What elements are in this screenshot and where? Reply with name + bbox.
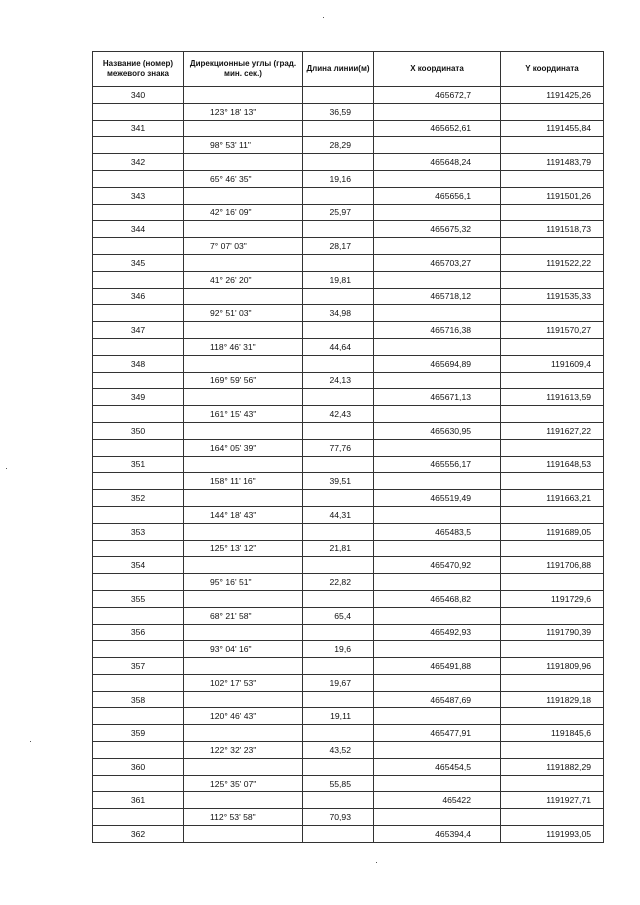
- cell-direction-angle: 112° 53' 58": [184, 809, 303, 826]
- table-row: [93, 506, 604, 523]
- cell-point-name: [93, 674, 184, 691]
- cell-point-name: 362: [93, 826, 184, 843]
- cell-direction-angle: 95° 16' 51": [184, 574, 303, 591]
- cell-y-coordinate: 1191790,39: [501, 624, 604, 641]
- cell-y-coordinate: [501, 574, 604, 591]
- cell-line-length: [303, 725, 374, 742]
- table-row: [93, 406, 604, 423]
- cell-y-coordinate: 1191809,96: [501, 658, 604, 675]
- cell-direction-angle: [184, 288, 303, 305]
- cell-point-name: 354: [93, 557, 184, 574]
- table-row: [93, 490, 604, 507]
- scan-speck: [323, 17, 324, 18]
- cell-point-name: 351: [93, 456, 184, 473]
- cell-x-coordinate: 465716,38: [374, 322, 501, 339]
- cell-direction-angle: [184, 456, 303, 473]
- cell-direction-angle: [184, 187, 303, 204]
- cell-line-length: 21,81: [303, 540, 374, 557]
- cell-y-coordinate: 1191613,59: [501, 389, 604, 406]
- cell-point-name: 358: [93, 691, 184, 708]
- cell-y-coordinate: 1191829,18: [501, 691, 604, 708]
- cell-point-name: 357: [93, 658, 184, 675]
- table-row: [93, 674, 604, 691]
- cell-x-coordinate: [374, 372, 501, 389]
- cell-line-length: 19,16: [303, 170, 374, 187]
- cell-point-name: 349: [93, 389, 184, 406]
- table-row: [93, 574, 604, 591]
- cell-direction-angle: 102° 17' 53": [184, 674, 303, 691]
- cell-direction-angle: [184, 422, 303, 439]
- cell-y-coordinate: [501, 305, 604, 322]
- cell-direction-angle: [184, 758, 303, 775]
- cell-x-coordinate: [374, 574, 501, 591]
- cell-y-coordinate: 1191522,22: [501, 254, 604, 271]
- cell-direction-angle: [184, 658, 303, 675]
- cell-point-name: [93, 305, 184, 322]
- cell-direction-angle: [184, 221, 303, 238]
- cell-y-coordinate: 1191706,88: [501, 557, 604, 574]
- table-row: [93, 641, 604, 658]
- cell-direction-angle: [184, 322, 303, 339]
- cell-direction-angle: 118° 46' 31": [184, 338, 303, 355]
- table-row: [93, 691, 604, 708]
- cell-x-coordinate: [374, 742, 501, 759]
- cell-x-coordinate: [374, 204, 501, 221]
- cell-line-length: [303, 221, 374, 238]
- table-row: [93, 254, 604, 271]
- cell-x-coordinate: [374, 641, 501, 658]
- cell-line-length: 77,76: [303, 439, 374, 456]
- cell-point-name: 350: [93, 422, 184, 439]
- cell-x-coordinate: [374, 540, 501, 557]
- cell-y-coordinate: 1191689,05: [501, 523, 604, 540]
- cell-direction-angle: [184, 120, 303, 137]
- cell-y-coordinate: 1191927,71: [501, 792, 604, 809]
- cell-direction-angle: [184, 87, 303, 104]
- table-row: [93, 775, 604, 792]
- cell-direction-angle: [184, 557, 303, 574]
- cell-x-coordinate: [374, 809, 501, 826]
- cell-y-coordinate: [501, 809, 604, 826]
- cell-x-coordinate: [374, 238, 501, 255]
- cell-point-name: 347: [93, 322, 184, 339]
- cell-y-coordinate: [501, 406, 604, 423]
- cell-point-name: [93, 170, 184, 187]
- cell-line-length: 44,64: [303, 338, 374, 355]
- cell-x-coordinate: [374, 439, 501, 456]
- table-row: [93, 87, 604, 104]
- cell-point-name: [93, 708, 184, 725]
- cell-direction-angle: 125° 13' 12": [184, 540, 303, 557]
- cell-x-coordinate: 465671,13: [374, 389, 501, 406]
- cell-point-name: 352: [93, 490, 184, 507]
- cell-x-coordinate: 465492,93: [374, 624, 501, 641]
- cell-line-length: [303, 590, 374, 607]
- cell-point-name: [93, 775, 184, 792]
- cell-direction-angle: [184, 254, 303, 271]
- cell-point-name: [93, 574, 184, 591]
- cell-direction-angle: 41° 26' 20": [184, 271, 303, 288]
- cell-y-coordinate: 1191648,53: [501, 456, 604, 473]
- table-row: [93, 338, 604, 355]
- table-row: [93, 473, 604, 490]
- cell-point-name: 344: [93, 221, 184, 238]
- cell-x-coordinate: [374, 708, 501, 725]
- cell-y-coordinate: [501, 338, 604, 355]
- cell-y-coordinate: 1191663,21: [501, 490, 604, 507]
- table-row: [93, 523, 604, 540]
- cell-x-coordinate: 465675,32: [374, 221, 501, 238]
- cell-x-coordinate: [374, 506, 501, 523]
- cell-y-coordinate: 1191570,27: [501, 322, 604, 339]
- cell-line-length: [303, 792, 374, 809]
- cell-x-coordinate: 465694,89: [374, 355, 501, 372]
- cell-direction-angle: 98° 53' 11": [184, 137, 303, 154]
- cell-direction-angle: [184, 355, 303, 372]
- cell-point-name: 345: [93, 254, 184, 271]
- cell-point-name: [93, 372, 184, 389]
- cell-x-coordinate: [374, 775, 501, 792]
- table-row: [93, 439, 604, 456]
- table-row: [93, 557, 604, 574]
- cell-point-name: 343: [93, 187, 184, 204]
- cell-point-name: 341: [93, 120, 184, 137]
- cell-direction-angle: [184, 826, 303, 843]
- cell-y-coordinate: [501, 137, 604, 154]
- cell-line-length: [303, 288, 374, 305]
- cell-line-length: [303, 490, 374, 507]
- table-row: [93, 422, 604, 439]
- cell-x-coordinate: [374, 473, 501, 490]
- cell-line-length: [303, 624, 374, 641]
- cell-point-name: [93, 338, 184, 355]
- cell-line-length: [303, 87, 374, 104]
- cell-line-length: [303, 389, 374, 406]
- table-row: [93, 708, 604, 725]
- cell-point-name: [93, 540, 184, 557]
- cell-point-name: [93, 238, 184, 255]
- boundary-coordinates-table: [92, 51, 604, 843]
- cell-point-name: [93, 137, 184, 154]
- cell-x-coordinate: 465672,7: [374, 87, 501, 104]
- cell-line-length: 43,52: [303, 742, 374, 759]
- cell-point-name: 355: [93, 590, 184, 607]
- cell-y-coordinate: 1191845,6: [501, 725, 604, 742]
- cell-line-length: [303, 187, 374, 204]
- cell-y-coordinate: 1191609,4: [501, 355, 604, 372]
- table-row: [93, 742, 604, 759]
- cell-direction-angle: 68° 21' 58": [184, 607, 303, 624]
- cell-direction-angle: 169° 59' 56": [184, 372, 303, 389]
- table-row: [93, 456, 604, 473]
- cell-line-length: [303, 523, 374, 540]
- cell-x-coordinate: 465422: [374, 792, 501, 809]
- cell-x-coordinate: [374, 305, 501, 322]
- cell-direction-angle: 7° 07' 03": [184, 238, 303, 255]
- cell-y-coordinate: [501, 742, 604, 759]
- cell-line-length: 22,82: [303, 574, 374, 591]
- cell-line-length: 55,85: [303, 775, 374, 792]
- cell-x-coordinate: [374, 170, 501, 187]
- cell-x-coordinate: 465470,92: [374, 557, 501, 574]
- cell-x-coordinate: 465630,95: [374, 422, 501, 439]
- cell-x-coordinate: 465656,1: [374, 187, 501, 204]
- cell-y-coordinate: 1191729,6: [501, 590, 604, 607]
- cell-point-name: 361: [93, 792, 184, 809]
- cell-x-coordinate: [374, 103, 501, 120]
- cell-point-name: [93, 742, 184, 759]
- cell-direction-angle: [184, 590, 303, 607]
- cell-direction-angle: 42° 16' 09": [184, 204, 303, 221]
- cell-x-coordinate: 465394,4: [374, 826, 501, 843]
- table-header-row: [93, 52, 604, 87]
- column-header-x: X координата: [374, 52, 501, 87]
- table-row: [93, 809, 604, 826]
- cell-y-coordinate: [501, 204, 604, 221]
- cell-y-coordinate: [501, 271, 604, 288]
- cell-point-name: [93, 271, 184, 288]
- table-row: [93, 170, 604, 187]
- cell-y-coordinate: 1191627,22: [501, 422, 604, 439]
- cell-x-coordinate: 465652,61: [374, 120, 501, 137]
- cell-point-name: 340: [93, 87, 184, 104]
- cell-direction-angle: 164° 05' 39": [184, 439, 303, 456]
- table-row: [93, 658, 604, 675]
- column-header-name: Название (номер) межевого знака: [93, 52, 184, 87]
- column-header-length: Длина линии(м): [303, 52, 374, 87]
- cell-line-length: [303, 557, 374, 574]
- cell-point-name: [93, 506, 184, 523]
- cell-y-coordinate: [501, 708, 604, 725]
- cell-x-coordinate: 465454,5: [374, 758, 501, 775]
- cell-direction-angle: [184, 389, 303, 406]
- cell-y-coordinate: [501, 641, 604, 658]
- cell-point-name: [93, 439, 184, 456]
- cell-direction-angle: [184, 490, 303, 507]
- table-row: [93, 590, 604, 607]
- cell-direction-angle: 158° 11' 16": [184, 473, 303, 490]
- cell-y-coordinate: [501, 540, 604, 557]
- cell-x-coordinate: [374, 406, 501, 423]
- table-row: [93, 540, 604, 557]
- cell-line-length: 44,31: [303, 506, 374, 523]
- cell-y-coordinate: [501, 607, 604, 624]
- table-row: [93, 103, 604, 120]
- cell-y-coordinate: [501, 103, 604, 120]
- cell-y-coordinate: 1191501,26: [501, 187, 604, 204]
- cell-line-length: [303, 691, 374, 708]
- table-row: [93, 826, 604, 843]
- cell-x-coordinate: 465468,82: [374, 590, 501, 607]
- cell-point-name: [93, 809, 184, 826]
- cell-line-length: [303, 422, 374, 439]
- scan-speck: [376, 862, 377, 863]
- cell-x-coordinate: [374, 271, 501, 288]
- cell-y-coordinate: 1191425,26: [501, 87, 604, 104]
- cell-y-coordinate: 1191882,29: [501, 758, 604, 775]
- cell-direction-angle: [184, 792, 303, 809]
- cell-line-length: 39,51: [303, 473, 374, 490]
- cell-direction-angle: 92° 51' 03": [184, 305, 303, 322]
- cell-line-length: [303, 758, 374, 775]
- table-row: [93, 120, 604, 137]
- cell-line-length: 19,6: [303, 641, 374, 658]
- cell-line-length: 42,43: [303, 406, 374, 423]
- cell-direction-angle: 161° 15' 43": [184, 406, 303, 423]
- cell-y-coordinate: [501, 473, 604, 490]
- cell-point-name: 348: [93, 355, 184, 372]
- table-row: [93, 137, 604, 154]
- cell-x-coordinate: 465648,24: [374, 154, 501, 171]
- cell-point-name: [93, 204, 184, 221]
- cell-point-name: [93, 473, 184, 490]
- cell-x-coordinate: 465703,27: [374, 254, 501, 271]
- table-row: [93, 355, 604, 372]
- cell-direction-angle: 120° 46' 43": [184, 708, 303, 725]
- cell-line-length: [303, 120, 374, 137]
- table-row: [93, 725, 604, 742]
- cell-line-length: [303, 154, 374, 171]
- cell-direction-angle: 123° 18' 13": [184, 103, 303, 120]
- cell-direction-angle: 122° 32' 23": [184, 742, 303, 759]
- cell-direction-angle: [184, 725, 303, 742]
- cell-direction-angle: [184, 691, 303, 708]
- table-row: [93, 238, 604, 255]
- cell-y-coordinate: 1191535,33: [501, 288, 604, 305]
- cell-y-coordinate: 1191518,73: [501, 221, 604, 238]
- cell-line-length: [303, 826, 374, 843]
- cell-x-coordinate: 465718,12: [374, 288, 501, 305]
- cell-y-coordinate: [501, 372, 604, 389]
- cell-line-length: 19,67: [303, 674, 374, 691]
- cell-y-coordinate: [501, 674, 604, 691]
- cell-line-length: [303, 658, 374, 675]
- cell-line-length: 24,13: [303, 372, 374, 389]
- column-header-y: Y координата: [501, 52, 604, 87]
- cell-line-length: 28,29: [303, 137, 374, 154]
- cell-line-length: [303, 322, 374, 339]
- table-row: [93, 204, 604, 221]
- cell-y-coordinate: 1191483,79: [501, 154, 604, 171]
- scan-speck: [6, 468, 7, 469]
- cell-y-coordinate: 1191455,84: [501, 120, 604, 137]
- cell-y-coordinate: [501, 775, 604, 792]
- cell-line-length: [303, 355, 374, 372]
- cell-line-length: 65,4: [303, 607, 374, 624]
- cell-x-coordinate: 465487,69: [374, 691, 501, 708]
- table-row: [93, 322, 604, 339]
- cell-point-name: [93, 103, 184, 120]
- cell-direction-angle: [184, 624, 303, 641]
- cell-point-name: 353: [93, 523, 184, 540]
- table-row: [93, 271, 604, 288]
- table-row: [93, 792, 604, 809]
- cell-point-name: 359: [93, 725, 184, 742]
- cell-point-name: [93, 641, 184, 658]
- scan-speck: [30, 741, 31, 742]
- cell-line-length: [303, 254, 374, 271]
- cell-line-length: 36,59: [303, 103, 374, 120]
- cell-line-length: 34,98: [303, 305, 374, 322]
- cell-x-coordinate: 465483,5: [374, 523, 501, 540]
- table-row: [93, 758, 604, 775]
- cell-y-coordinate: [501, 170, 604, 187]
- cell-point-name: 360: [93, 758, 184, 775]
- table-row: [93, 607, 604, 624]
- table-row: [93, 288, 604, 305]
- cell-point-name: 346: [93, 288, 184, 305]
- table-row: [93, 372, 604, 389]
- cell-x-coordinate: [374, 338, 501, 355]
- cell-line-length: 70,93: [303, 809, 374, 826]
- table-row: [93, 389, 604, 406]
- cell-point-name: 342: [93, 154, 184, 171]
- cell-point-name: 356: [93, 624, 184, 641]
- table-row: [93, 221, 604, 238]
- cell-x-coordinate: [374, 674, 501, 691]
- cell-y-coordinate: [501, 506, 604, 523]
- cell-x-coordinate: [374, 607, 501, 624]
- cell-direction-angle: [184, 523, 303, 540]
- column-header-angles: Дирекционные углы (град. мин. сек.): [184, 52, 303, 87]
- table-row: [93, 154, 604, 171]
- table-row: [93, 624, 604, 641]
- cell-x-coordinate: [374, 137, 501, 154]
- cell-y-coordinate: [501, 439, 604, 456]
- cell-direction-angle: [184, 154, 303, 171]
- cell-direction-angle: 93° 04' 16": [184, 641, 303, 658]
- cell-x-coordinate: 465556,17: [374, 456, 501, 473]
- cell-line-length: 19,81: [303, 271, 374, 288]
- table-row: [93, 187, 604, 204]
- cell-y-coordinate: 1191993,05: [501, 826, 604, 843]
- cell-x-coordinate: 465519,49: [374, 490, 501, 507]
- cell-line-length: 25,97: [303, 204, 374, 221]
- cell-direction-angle: 65° 46' 35": [184, 170, 303, 187]
- cell-line-length: 28,17: [303, 238, 374, 255]
- cell-point-name: [93, 406, 184, 423]
- cell-x-coordinate: 465477,91: [374, 725, 501, 742]
- cell-direction-angle: 125° 35' 07": [184, 775, 303, 792]
- table-row: [93, 305, 604, 322]
- cell-y-coordinate: [501, 238, 604, 255]
- cell-line-length: 19,11: [303, 708, 374, 725]
- cell-point-name: [93, 607, 184, 624]
- cell-direction-angle: 144° 18' 43": [184, 506, 303, 523]
- cell-x-coordinate: 465491,88: [374, 658, 501, 675]
- cell-line-length: [303, 456, 374, 473]
